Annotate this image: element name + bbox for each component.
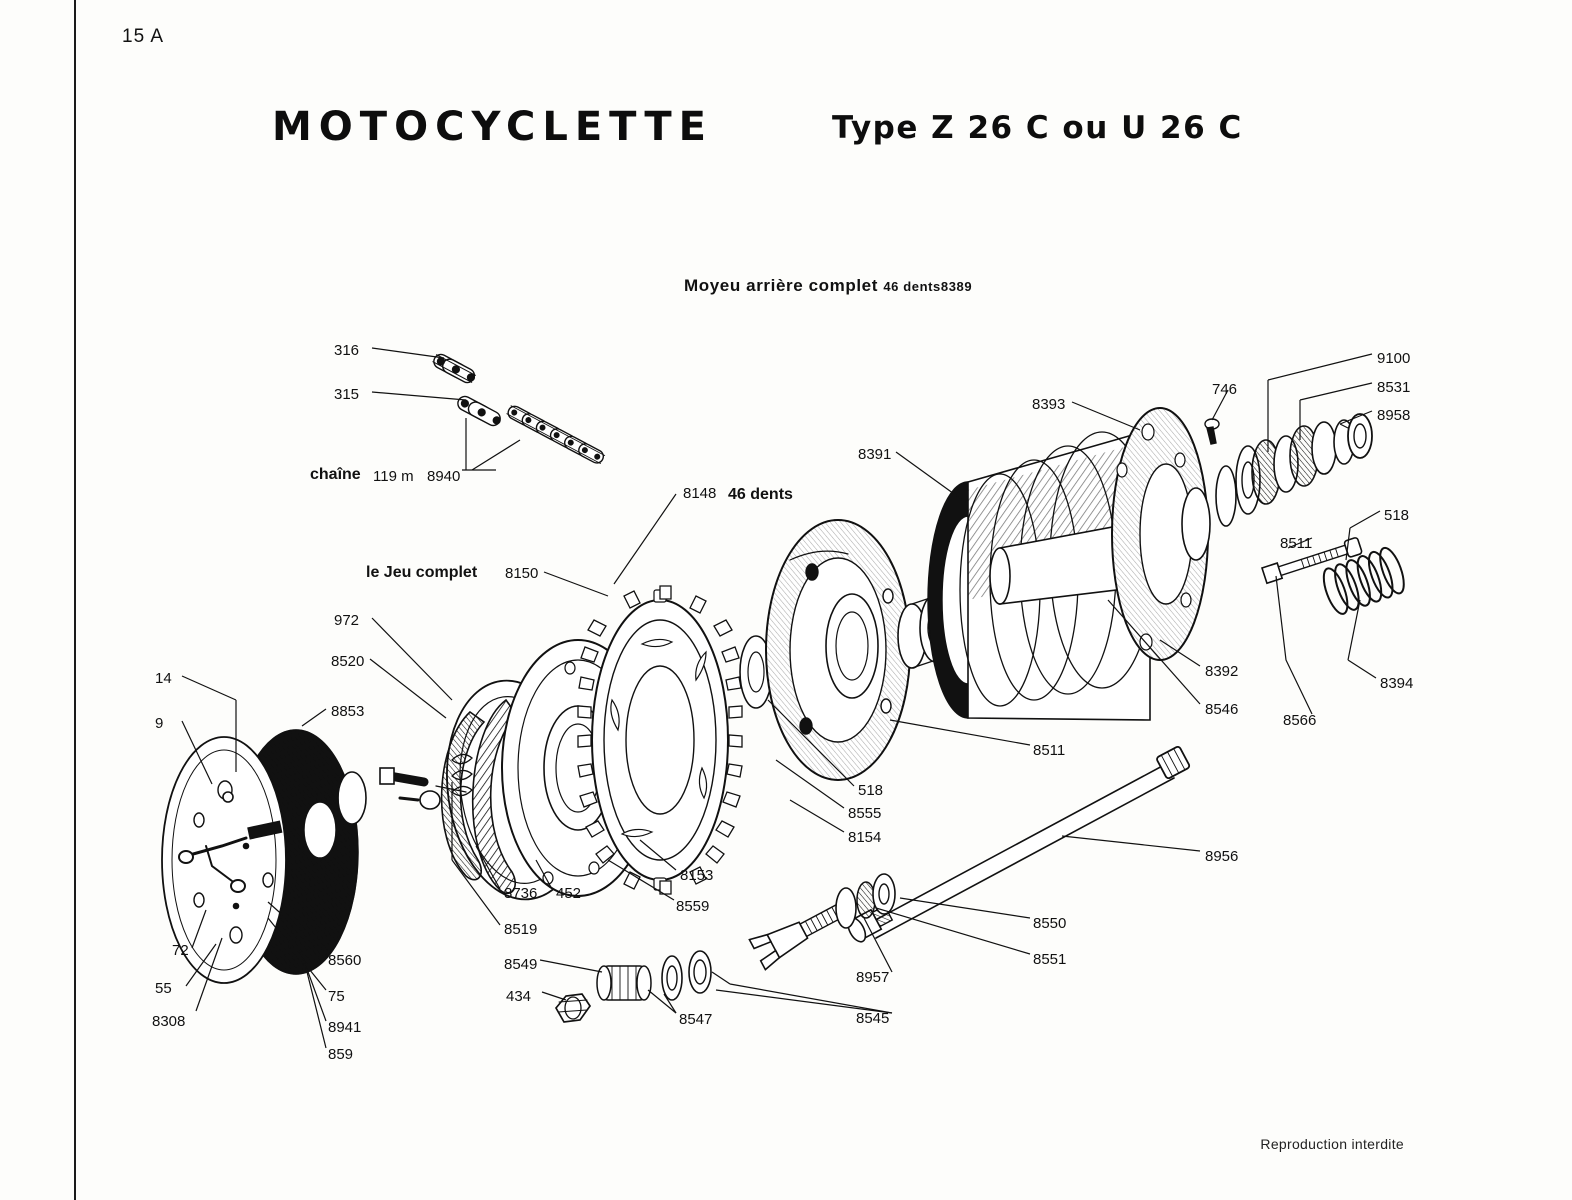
callout-c8511b: 8511 (1280, 535, 1313, 552)
callout-c8148_teeth: 46 dents (728, 486, 793, 503)
callout-c518a: 518 (858, 782, 884, 799)
callout-c8958: 8958 (1377, 407, 1411, 424)
callout-c8394: 8394 (1380, 675, 1414, 692)
callout-c8391: 8391 (858, 446, 892, 463)
callout-c9100: 9100 (1377, 350, 1411, 367)
page-number: 15 A (122, 26, 165, 47)
callout-c8957: 8957 (856, 969, 890, 986)
callout-c8511a: 8511 (1033, 742, 1066, 759)
page-title-type: Type Z 26 C ou U 26 C (832, 110, 1243, 146)
assembly-subtitle-ref: 8389 (940, 279, 973, 294)
callout-c8153: 8153 (680, 867, 714, 884)
callout-c72: 72 (172, 942, 189, 959)
callout-chaine_label: chaîne (310, 466, 361, 483)
callout-c8550: 8550 (1033, 915, 1067, 932)
page-title: MOTOCYCLETTE (272, 104, 713, 150)
callout-c9: 9 (155, 715, 164, 732)
footer-notice: Reproduction interdite (1260, 1136, 1404, 1152)
callout-c8560: 8560 (328, 952, 362, 969)
callout-c8559: 8559 (676, 898, 710, 915)
callout-c55: 55 (155, 980, 172, 997)
callout-c8956: 8956 (1205, 848, 1239, 865)
callout-chaine_len: 119 m (373, 468, 414, 485)
callout-c8519: 8519 (504, 921, 538, 938)
callout-c452: 452 (556, 885, 582, 902)
callout-jeu_complet: le Jeu complet (366, 564, 478, 581)
callout-c8392: 8392 (1205, 663, 1239, 680)
callout-c8150: 8150 (505, 565, 539, 582)
callout-c14: 14 (155, 670, 172, 687)
callout-c8940: 8940 (427, 468, 461, 485)
callout-c746: 746 (1212, 381, 1238, 398)
callout-c8547: 8547 (679, 1011, 713, 1028)
assembly-subtitle-teeth: 46 dents (883, 279, 941, 294)
callout-c8308: 8308 (152, 1013, 186, 1030)
callout-c8549: 8549 (504, 956, 538, 973)
callout-c8531: 8531 (1377, 379, 1411, 396)
callout-c8520: 8520 (331, 653, 365, 670)
callout-c8546: 8546 (1205, 701, 1239, 718)
callout-c8853: 8853 (331, 703, 365, 720)
callout-c8941: 8941 (328, 1019, 362, 1036)
callout-c8551: 8551 (1033, 951, 1067, 968)
callout-c8545: 8545 (856, 1010, 890, 1027)
callout-c972: 972 (334, 612, 360, 629)
callout-c859: 859 (328, 1046, 354, 1063)
callout-c434: 434 (506, 988, 532, 1005)
callout-c8154: 8154 (848, 829, 882, 846)
callout-c518b: 518 (1384, 507, 1410, 524)
callout-c8148: 8148 (683, 485, 717, 502)
callout-c8736: 8736 (504, 885, 538, 902)
assembly-subtitle-text: Moyeu arrière complet (684, 276, 884, 295)
callout-c75: 75 (328, 988, 345, 1005)
callout-c8566: 8566 (1283, 712, 1317, 729)
callout-c8555: 8555 (848, 805, 882, 822)
callout-c316: 316 (334, 342, 360, 359)
callout-c8393: 8393 (1032, 396, 1066, 413)
callout-c315: 315 (334, 386, 360, 403)
